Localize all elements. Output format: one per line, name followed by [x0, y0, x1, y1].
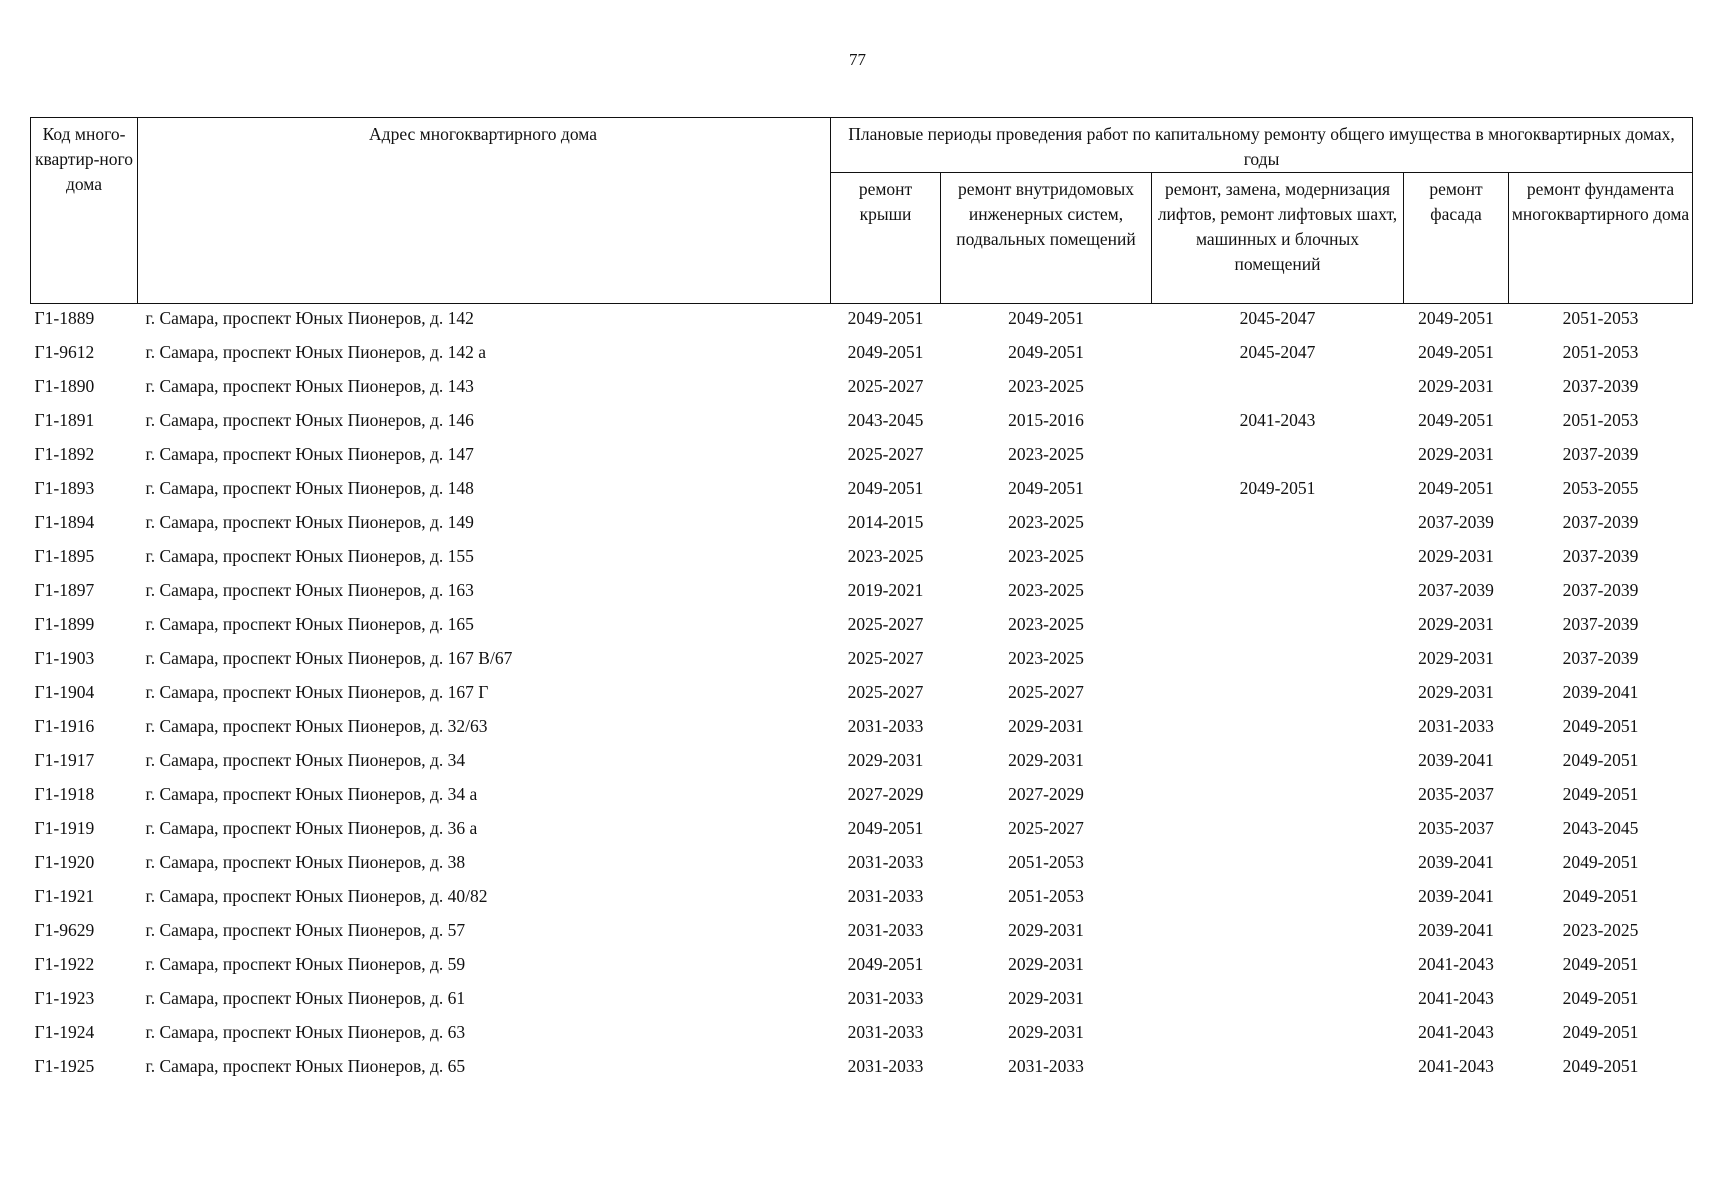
- table-row: [31, 610, 1693, 644]
- header-internal-systems: ремонт внутридомовых инженерных систем, подвальных помещений: [941, 173, 1152, 304]
- table-row: [31, 1052, 1693, 1086]
- cell-code: Г1-1894: [34, 512, 95, 532]
- header-roof: ремонт крыши: [831, 173, 941, 304]
- cell-code: Г1-1923: [34, 988, 95, 1008]
- table-row: [31, 576, 1693, 610]
- cell-roof: 2031-2033: [847, 1022, 924, 1042]
- cell-address: г. Самара, проспект Юных Пионеров, д. 167 Г: [145, 682, 489, 702]
- cell-internal-systems: 2023-2025: [1008, 580, 1084, 600]
- table-row: [31, 712, 1693, 746]
- cell-internal-systems: 2049-2051: [1008, 342, 1084, 362]
- cell-foundation: 2051-2053: [1562, 410, 1639, 430]
- cell-roof: 2031-2033: [847, 1056, 924, 1076]
- table-row: [31, 304, 1693, 339]
- table-row: [31, 508, 1693, 542]
- cell-roof: 2031-2033: [847, 716, 924, 736]
- cell-lifts: [1152, 712, 1404, 746]
- cell-code: Г1-1899: [34, 614, 95, 634]
- cell-address: г. Самара, проспект Юных Пионеров, д. 36 а: [145, 818, 478, 838]
- cell-code: Г1-1895: [34, 546, 95, 566]
- cell-address: г. Самара, проспект Юных Пионеров, д. 65: [145, 1056, 466, 1076]
- cell-lifts: [1152, 780, 1404, 814]
- cell-address: г. Самара, проспект Юных Пионеров, д. 148: [145, 478, 474, 498]
- cell-foundation: 2037-2039: [1562, 648, 1639, 668]
- table-row: [31, 406, 1693, 440]
- table-body: [31, 304, 1693, 1087]
- cell-roof: 2049-2051: [847, 954, 924, 974]
- table-row: [31, 338, 1693, 372]
- cell-lifts: 2045-2047: [1239, 308, 1316, 328]
- cell-internal-systems: 2029-2031: [1008, 920, 1084, 940]
- cell-internal-systems: 2029-2031: [1008, 988, 1084, 1008]
- cell-roof: 2025-2027: [847, 682, 924, 702]
- cell-code: Г1-1917: [34, 750, 95, 770]
- cell-lifts: [1152, 882, 1404, 916]
- cell-lifts: [1152, 950, 1404, 984]
- cell-facade: 2029-2031: [1418, 648, 1494, 668]
- cell-internal-systems: 2051-2053: [1008, 852, 1084, 872]
- cell-lifts: [1152, 576, 1404, 610]
- cell-internal-systems: 2051-2053: [1008, 886, 1084, 906]
- cell-internal-systems: 2049-2051: [1008, 308, 1084, 328]
- table-header: [31, 118, 1693, 304]
- cell-lifts: [1152, 1018, 1404, 1052]
- cell-facade: 2039-2041: [1418, 750, 1494, 770]
- cell-facade: 2049-2051: [1418, 308, 1494, 328]
- cell-code: Г1-1916: [34, 716, 95, 736]
- cell-roof: 2019-2021: [847, 580, 924, 600]
- table-row: [31, 440, 1693, 474]
- cell-foundation: 2043-2045: [1562, 818, 1639, 838]
- table-row: [31, 474, 1693, 508]
- cell-facade: 2039-2041: [1418, 886, 1494, 906]
- cell-code: Г1-1920: [34, 852, 95, 872]
- cell-foundation: 2023-2025: [1562, 920, 1639, 940]
- cell-roof: 2025-2027: [847, 376, 924, 396]
- cell-lifts: [1152, 440, 1404, 474]
- cell-roof: 2025-2027: [847, 444, 924, 464]
- cell-facade: 2049-2051: [1418, 478, 1494, 498]
- cell-address: г. Самара, проспект Юных Пионеров, д. 149: [145, 512, 474, 532]
- table-row: [31, 950, 1693, 984]
- cell-internal-systems: 2023-2025: [1008, 546, 1084, 566]
- cell-facade: 2041-2043: [1418, 1022, 1494, 1042]
- cell-lifts: [1152, 678, 1404, 712]
- header-lifts: ремонт, замена, модернизация лифтов, ремонт лифтовых шахт, машинных и блочных помещений: [1152, 173, 1404, 304]
- cell-internal-systems: 2023-2025: [1008, 512, 1084, 532]
- cell-facade: 2035-2037: [1418, 784, 1494, 804]
- cell-code: Г1-1919: [34, 818, 95, 838]
- cell-internal-systems: 2023-2025: [1008, 376, 1084, 396]
- cell-address: г. Самара, проспект Юных Пионеров, д. 155: [145, 546, 474, 566]
- cell-code: Г1-9629: [34, 920, 95, 940]
- cell-lifts: [1152, 916, 1404, 950]
- cell-foundation: 2053-2055: [1562, 478, 1639, 498]
- cell-address: г. Самара, проспект Юных Пионеров, д. 163: [145, 580, 474, 600]
- page-number: 77: [849, 50, 866, 69]
- header-periods-group: Плановые периоды проведения работ по капитальному ремонту общего имущества в многоквартирных домах, годы: [831, 118, 1693, 173]
- cell-internal-systems: 2025-2027: [1008, 818, 1084, 838]
- cell-internal-systems: 2027-2029: [1008, 784, 1084, 804]
- cell-lifts: [1152, 848, 1404, 882]
- header-address: Адрес многоквартирного дома: [138, 118, 831, 304]
- table-row: [31, 746, 1693, 780]
- header-foundation: ремонт фундамента многоквартирного дома: [1509, 173, 1693, 304]
- cell-roof: 2049-2051: [847, 342, 924, 362]
- cell-facade: 2029-2031: [1418, 444, 1494, 464]
- cell-internal-systems: 2029-2031: [1008, 750, 1084, 770]
- cell-code: Г1-1922: [34, 954, 95, 974]
- cell-roof: 2049-2051: [847, 478, 924, 498]
- table-row: [31, 882, 1693, 916]
- cell-foundation: 2039-2041: [1562, 682, 1639, 702]
- cell-internal-systems: 2049-2051: [1008, 478, 1084, 498]
- cell-roof: 2031-2033: [847, 852, 924, 872]
- cell-roof: 2049-2051: [847, 818, 924, 838]
- cell-address: г. Самара, проспект Юных Пионеров, д. 38: [145, 852, 466, 872]
- cell-code: Г1-1903: [34, 648, 95, 668]
- cell-lifts: [1152, 542, 1404, 576]
- cell-internal-systems: 2029-2031: [1008, 954, 1084, 974]
- cell-foundation: 2049-2051: [1562, 716, 1639, 736]
- table-row: [31, 372, 1693, 406]
- cell-lifts: [1152, 372, 1404, 406]
- table-row: [31, 984, 1693, 1018]
- table-row: [31, 1018, 1693, 1052]
- cell-lifts: [1152, 746, 1404, 780]
- cell-lifts: [1152, 508, 1404, 542]
- cell-lifts: 2049-2051: [1239, 478, 1316, 498]
- cell-address: г. Самара, проспект Юных Пионеров, д. 143: [145, 376, 474, 396]
- cell-address: г. Самара, проспект Юных Пионеров, д. 146: [145, 410, 474, 430]
- cell-facade: 2041-2043: [1418, 988, 1494, 1008]
- cell-foundation: 2049-2051: [1562, 852, 1639, 872]
- cell-foundation: 2049-2051: [1562, 988, 1639, 1008]
- cell-foundation: 2049-2051: [1562, 1056, 1639, 1076]
- table-row: [31, 542, 1693, 576]
- cell-foundation: 2037-2039: [1562, 546, 1639, 566]
- cell-facade: 2049-2051: [1418, 342, 1494, 362]
- cell-foundation: 2037-2039: [1562, 512, 1639, 532]
- cell-address: г. Самара, проспект Юных Пионеров, д. 34 а: [145, 784, 478, 804]
- cell-roof: 2025-2027: [847, 648, 924, 668]
- cell-facade: 2031-2033: [1418, 716, 1494, 736]
- cell-internal-systems: 2025-2027: [1008, 682, 1084, 702]
- cell-roof: 2029-2031: [847, 750, 924, 770]
- cell-code: Г1-1889: [34, 308, 95, 328]
- table-row: [31, 848, 1693, 882]
- cell-address: г. Самара, проспект Юных Пионеров, д. 40/82: [145, 886, 488, 906]
- cell-roof: 2031-2033: [847, 886, 924, 906]
- cell-code: Г1-1925: [34, 1056, 95, 1076]
- cell-lifts: 2041-2043: [1239, 410, 1316, 430]
- cell-roof: 2049-2051: [847, 308, 924, 328]
- cell-facade: 2029-2031: [1418, 682, 1494, 702]
- cell-lifts: [1152, 644, 1404, 678]
- cell-code: Г1-1893: [34, 478, 95, 498]
- cell-roof: 2031-2033: [847, 920, 924, 940]
- cell-code: Г1-9612: [34, 342, 95, 362]
- cell-internal-systems: 2023-2025: [1008, 444, 1084, 464]
- cell-lifts: 2045-2047: [1239, 342, 1316, 362]
- cell-code: Г1-1892: [34, 444, 95, 464]
- cell-roof: 2043-2045: [847, 410, 924, 430]
- cell-facade: 2029-2031: [1418, 376, 1494, 396]
- cell-roof: 2025-2027: [847, 614, 924, 634]
- cell-internal-systems: 2031-2033: [1008, 1056, 1084, 1076]
- cell-address: г. Самара, проспект Юных Пионеров, д. 61: [145, 988, 466, 1008]
- cell-foundation: 2037-2039: [1562, 376, 1639, 396]
- header-facade: ремонт фасада: [1404, 173, 1509, 304]
- cell-lifts: [1152, 1052, 1404, 1086]
- cell-foundation: 2049-2051: [1562, 784, 1639, 804]
- cell-roof: 2027-2029: [847, 784, 924, 804]
- cell-facade: 2039-2041: [1418, 920, 1494, 940]
- cell-address: г. Самара, проспект Юных Пионеров, д. 165: [145, 614, 474, 634]
- cell-code: Г1-1921: [34, 886, 95, 906]
- cell-foundation: 2049-2051: [1562, 886, 1639, 906]
- cell-address: г. Самара, проспект Юных Пионеров, д. 32/63: [145, 716, 488, 736]
- cell-facade: 2037-2039: [1418, 512, 1494, 532]
- cell-address: г. Самара, проспект Юных Пионеров, д. 34: [145, 750, 466, 770]
- cell-code: Г1-1924: [34, 1022, 95, 1042]
- cell-internal-systems: 2023-2025: [1008, 614, 1084, 634]
- table-row: [31, 916, 1693, 950]
- cell-lifts: [1152, 984, 1404, 1018]
- cell-address: г. Самара, проспект Юных Пионеров, д. 57: [145, 920, 466, 940]
- cell-address: г. Самара, проспект Юных Пионеров, д. 59: [145, 954, 466, 974]
- cell-foundation: 2049-2051: [1562, 1022, 1639, 1042]
- cell-facade: 2049-2051: [1418, 410, 1494, 430]
- repair-schedule-table: [30, 117, 1693, 1086]
- cell-lifts: [1152, 610, 1404, 644]
- table-row: [31, 644, 1693, 678]
- cell-address: г. Самара, проспект Юных Пионеров, д. 142: [145, 308, 474, 328]
- cell-facade: 2029-2031: [1418, 614, 1494, 634]
- cell-address: г. Самара, проспект Юных Пионеров, д. 142 а: [145, 342, 487, 362]
- cell-facade: 2039-2041: [1418, 852, 1494, 872]
- cell-internal-systems: 2029-2031: [1008, 1022, 1084, 1042]
- cell-address: г. Самара, проспект Юных Пионеров, д. 63: [145, 1022, 466, 1042]
- table-row: [31, 814, 1693, 848]
- cell-code: Г1-1897: [34, 580, 95, 600]
- cell-foundation: 2051-2053: [1562, 342, 1639, 362]
- cell-facade: 2037-2039: [1418, 580, 1494, 600]
- cell-facade: 2029-2031: [1418, 546, 1494, 566]
- cell-internal-systems: 2015-2016: [1008, 410, 1084, 430]
- cell-code: Г1-1890: [34, 376, 95, 396]
- cell-lifts: [1152, 814, 1404, 848]
- cell-code: Г1-1891: [34, 410, 95, 430]
- cell-code: Г1-1904: [34, 682, 95, 702]
- cell-roof: 2023-2025: [847, 546, 924, 566]
- cell-foundation: 2037-2039: [1562, 580, 1639, 600]
- cell-code: Г1-1918: [34, 784, 95, 804]
- cell-facade: 2041-2043: [1418, 1056, 1494, 1076]
- cell-foundation: 2049-2051: [1562, 954, 1639, 974]
- cell-roof: 2014-2015: [847, 512, 924, 532]
- cell-facade: 2041-2043: [1418, 954, 1494, 974]
- cell-foundation: 2037-2039: [1562, 614, 1639, 634]
- cell-internal-systems: 2029-2031: [1008, 716, 1084, 736]
- cell-address: г. Самара, проспект Юных Пионеров, д. 147: [145, 444, 474, 464]
- cell-facade: 2035-2037: [1418, 818, 1494, 838]
- cell-roof: 2031-2033: [847, 988, 924, 1008]
- cell-foundation: 2051-2053: [1562, 308, 1639, 328]
- header-code: Код много-квартир-ного дома: [31, 118, 138, 304]
- table-row: [31, 678, 1693, 712]
- cell-internal-systems: 2023-2025: [1008, 648, 1084, 668]
- table-row: [31, 780, 1693, 814]
- cell-address: г. Самара, проспект Юных Пионеров, д. 167 В/67: [145, 648, 513, 668]
- cell-foundation: 2049-2051: [1562, 750, 1639, 770]
- cell-foundation: 2037-2039: [1562, 444, 1639, 464]
